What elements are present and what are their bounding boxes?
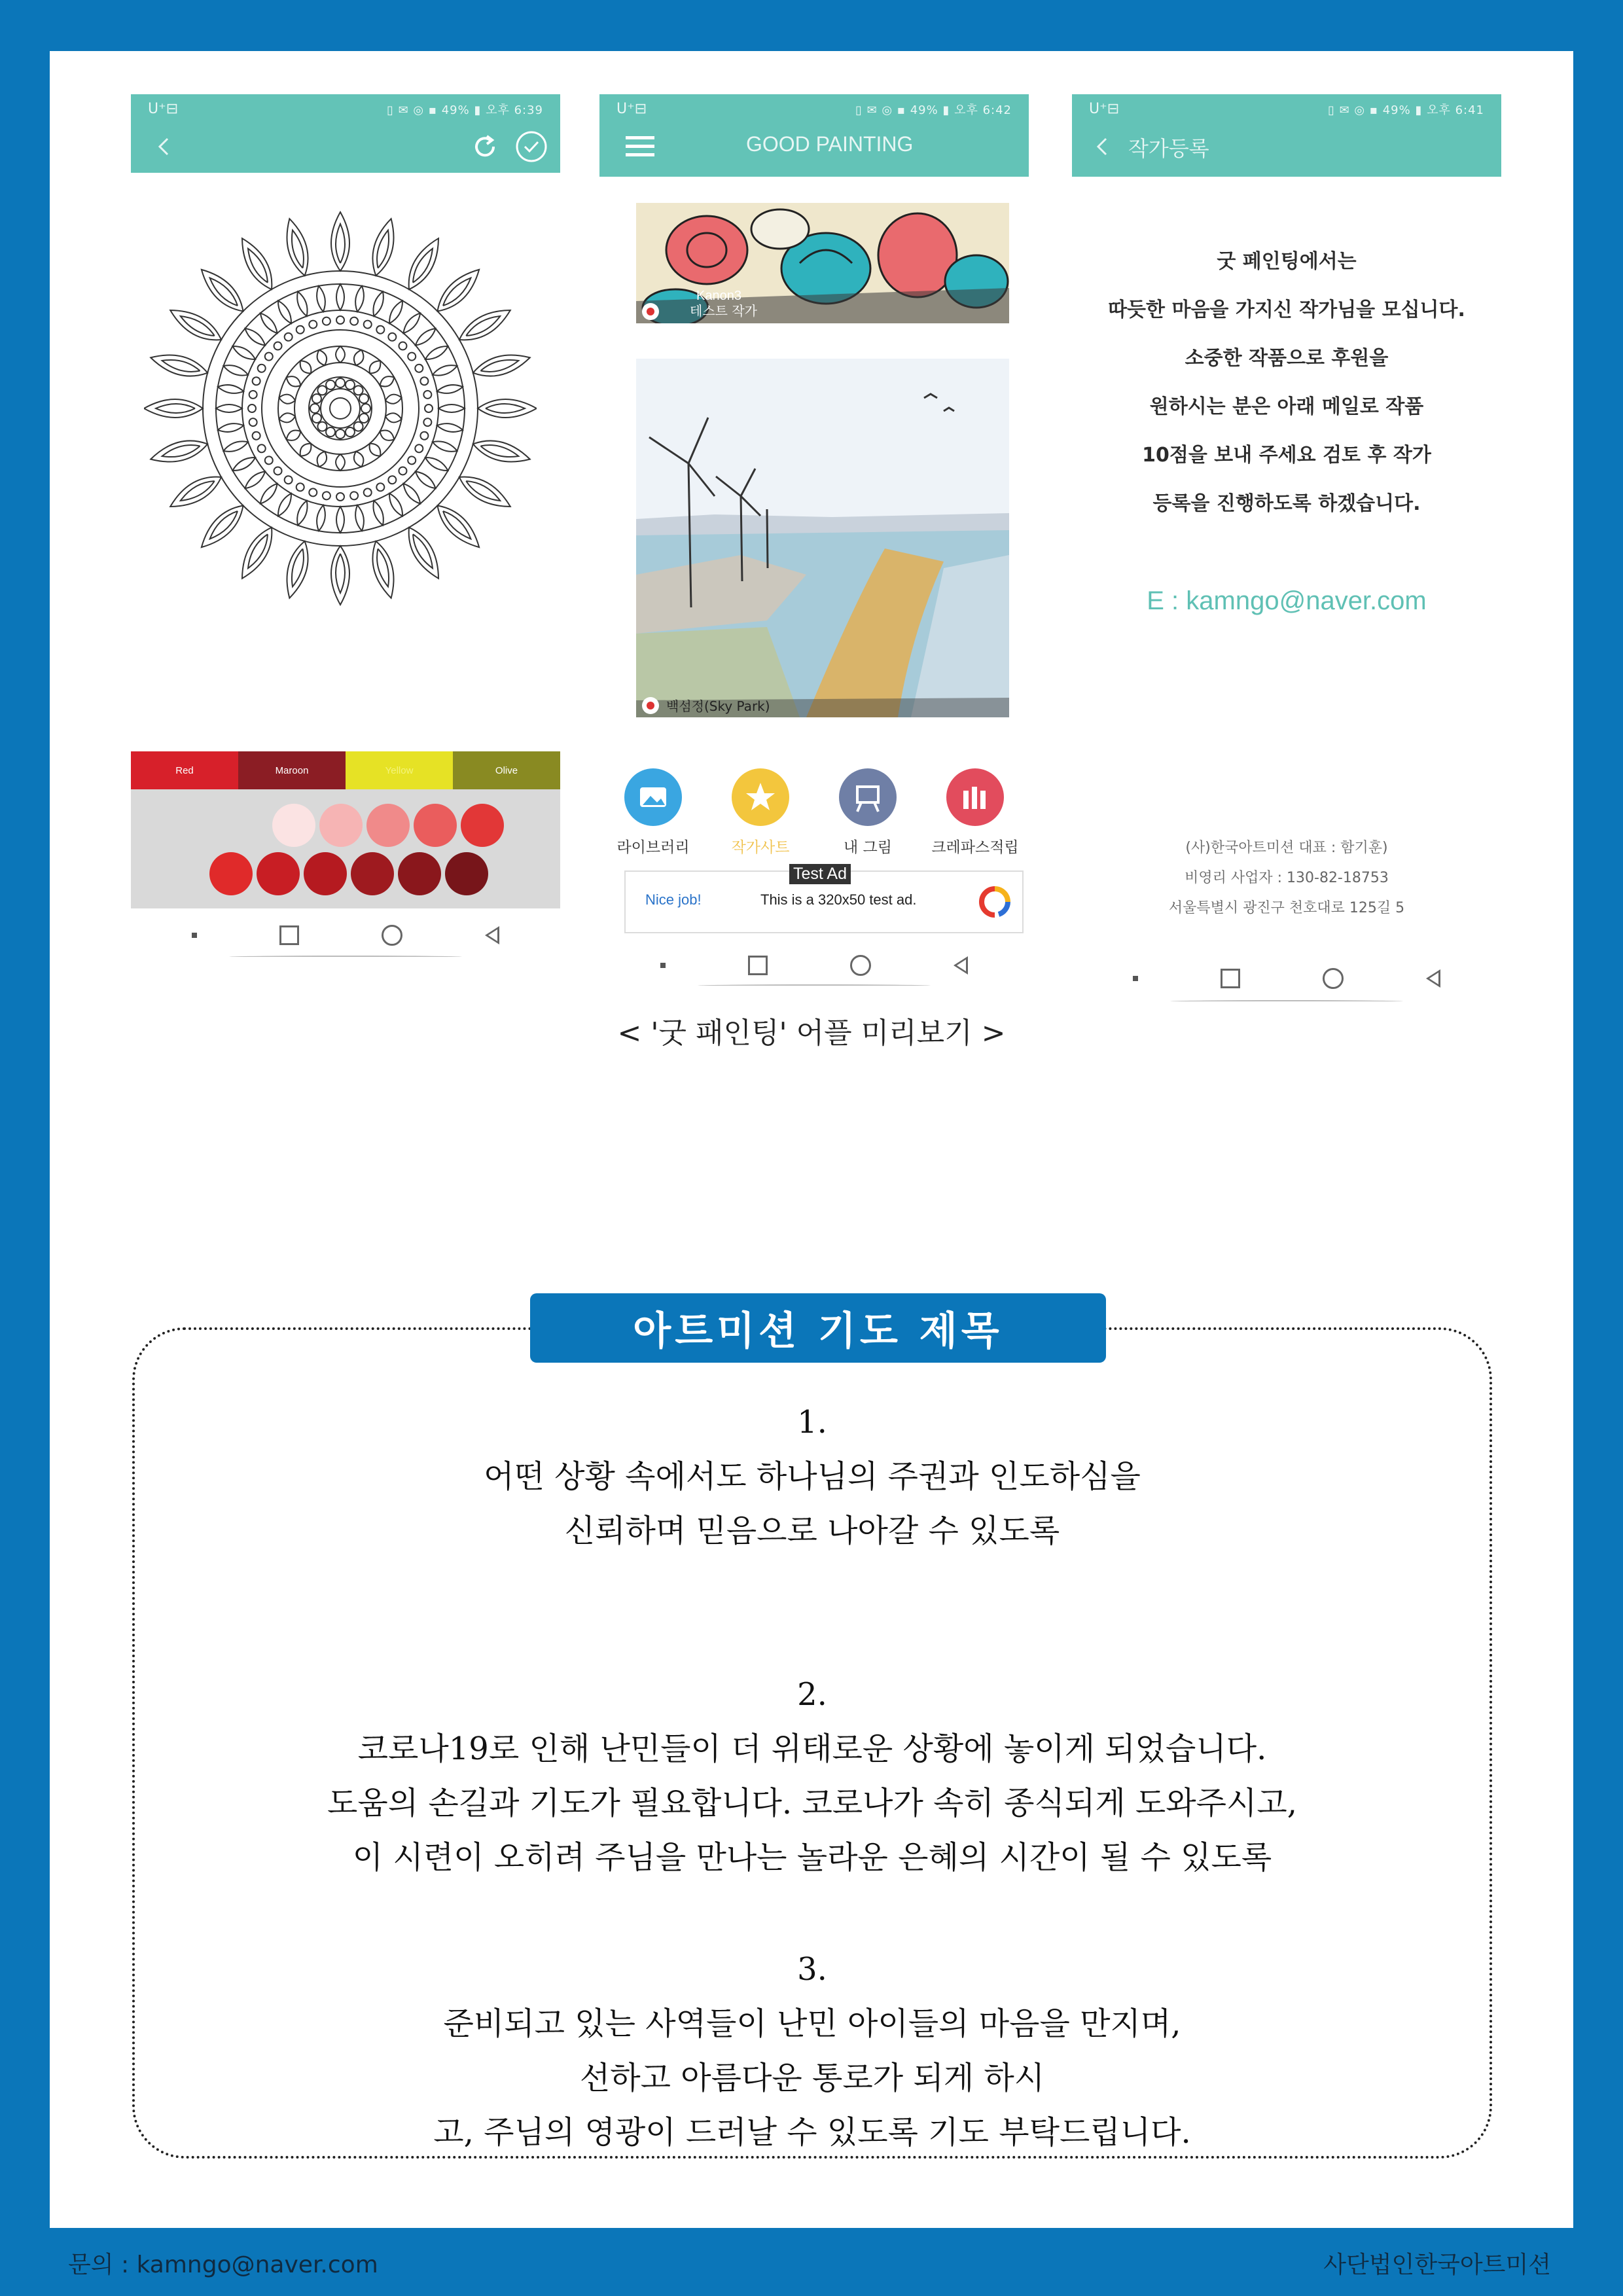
tab-easel[interactable] xyxy=(819,759,917,864)
color-swatch[interactable] xyxy=(257,852,300,895)
app-bar xyxy=(1072,94,1501,177)
status-indicators: ▯ ✉ ◎ ▪ 49% ▮ 오후 6:42 xyxy=(855,103,1012,117)
ad-choices-logo-icon xyxy=(979,886,1010,918)
prayer-number: 2. xyxy=(797,1676,827,1713)
message-line: 10점을 보내 주세요 검토 후 작가 xyxy=(1142,444,1431,467)
back-button[interactable] xyxy=(954,956,968,975)
image-icon xyxy=(624,768,682,826)
recent-apps-button[interactable] xyxy=(748,956,768,975)
app-bar xyxy=(599,94,1029,177)
home-button[interactable] xyxy=(850,955,871,976)
artwork-thumbnail[interactable] xyxy=(636,203,1009,323)
home-button[interactable] xyxy=(382,925,402,946)
bottom-tab-bar xyxy=(599,759,1029,864)
seashell-artwork xyxy=(636,203,1009,323)
message-line: 따듯한 마음을 가지신 작가님을 모십니다. xyxy=(1108,298,1465,321)
android-navbar xyxy=(131,912,560,958)
tab-star[interactable] xyxy=(711,759,810,864)
palette-tab[interactable]: Maroon xyxy=(238,751,346,789)
message-line: 굿 페인팅에서는 xyxy=(1217,250,1357,273)
app-title: GOOD PAINTING xyxy=(746,132,914,156)
nav-dot xyxy=(1133,976,1138,981)
back-button[interactable] xyxy=(485,926,499,944)
nav-divider xyxy=(229,956,462,958)
footer-organization: 사단법인한국아트미션 xyxy=(1323,2251,1551,2278)
message-line: 등록을 진행하도록 하겠습니다. xyxy=(1152,492,1421,515)
status-indicators: ▯ ✉ ◎ ▪ 49% ▮ 오후 6:39 xyxy=(386,103,543,117)
palette-tabs xyxy=(131,751,560,789)
color-swatch[interactable] xyxy=(209,852,253,895)
tab-label: 내 그림 xyxy=(844,839,892,856)
easel-icon xyxy=(839,768,897,826)
test-ad-badge: Test Ad xyxy=(789,864,851,884)
message-line: 소중한 작품으로 후원을 xyxy=(1185,347,1389,370)
crayon-icon xyxy=(946,768,1004,826)
color-swatch[interactable] xyxy=(366,804,410,847)
prayer-line: 도움의 손길과 기도가 필요합니다. 코로나가 속히 종식되게 도와주시고, xyxy=(327,1785,1297,1821)
recent-apps-button[interactable] xyxy=(279,925,299,945)
undo-icon[interactable] xyxy=(467,128,504,165)
tab-label: 크레파스적립 xyxy=(931,839,1019,856)
org-info-line: (사)한국아트미션 대표 : 함기훈) xyxy=(1185,840,1388,856)
back-button[interactable] xyxy=(1426,969,1440,988)
contact-email[interactable]: E : kamngo@naver.com xyxy=(1147,586,1427,615)
artwork-thumbnail[interactable] xyxy=(636,359,1009,717)
palette-tab[interactable]: Olive xyxy=(453,751,560,789)
windmill-artwork xyxy=(636,359,1009,717)
home-button[interactable] xyxy=(1323,968,1344,989)
ad-headline: Nice job! xyxy=(645,891,702,908)
color-swatch[interactable] xyxy=(319,804,363,847)
status-carrier: U⁺⊟ xyxy=(616,101,647,117)
artwork-title: 백섬정(Sky Park) xyxy=(666,698,770,714)
nav-divider xyxy=(698,984,931,987)
phone-artist-registration-screen xyxy=(1072,94,1501,1030)
prayer-line: 어떤 상황 속에서도 하나님의 주권과 인도하심을 xyxy=(484,1458,1141,1495)
color-swatches xyxy=(131,789,560,908)
android-navbar xyxy=(599,942,1029,988)
message-line: 원하시는 분은 아래 메일로 작품 xyxy=(1149,395,1424,418)
hamburger-menu-icon[interactable] xyxy=(626,135,654,158)
prayer-title: 아트미션 기도 제목 xyxy=(530,1293,1106,1363)
color-swatch[interactable] xyxy=(351,852,394,895)
tab-image[interactable] xyxy=(604,759,702,864)
prayer-line: 선하고 아름다운 통로가 되게 하시 xyxy=(579,2060,1045,2096)
artwork-artist: 테스트 작가 xyxy=(690,303,757,319)
artwork-title: Kanon3 xyxy=(696,289,741,303)
nav-dot xyxy=(660,963,666,968)
nav-divider xyxy=(1170,1000,1403,1003)
color-swatch[interactable] xyxy=(445,852,488,895)
chevron-left-icon[interactable] xyxy=(1093,135,1113,158)
color-swatch[interactable] xyxy=(414,804,457,847)
color-swatch[interactable] xyxy=(272,804,315,847)
prayer-line: 준비되고 있는 사역들이 난민 아이들의 마음을 만지며, xyxy=(443,2005,1181,2042)
page-card xyxy=(50,51,1573,2228)
app-bar xyxy=(131,94,560,173)
status-carrier: U⁺⊟ xyxy=(148,101,179,117)
status-carrier: U⁺⊟ xyxy=(1089,101,1120,117)
org-info-line: 비영리 사업자 : 130-82-18753 xyxy=(1185,870,1389,886)
screenshot-caption: < '굿 패인팅' 어플 미리보기 > xyxy=(617,1016,1006,1050)
phone-gallery-screen xyxy=(599,94,1029,1024)
prayer-line: 이 시련이 오히려 주님을 만나는 놀라운 은혜의 시간이 될 수 있도록 xyxy=(352,1839,1272,1876)
palette-tab[interactable]: Red xyxy=(131,751,238,789)
palette-tab[interactable]: Yellow xyxy=(346,751,453,789)
phone-coloring-screen xyxy=(131,94,560,997)
ad-text: This is a 320x50 test ad. xyxy=(760,891,917,908)
star-icon xyxy=(732,768,789,826)
color-swatch[interactable] xyxy=(304,852,347,895)
prayer-line: 신뢰하며 믿음으로 나아갈 수 있도록 xyxy=(564,1513,1060,1549)
prayer-line: 고, 주님의 영광이 드러날 수 있도록 기도 부탁드립니다. xyxy=(433,2114,1191,2151)
tab-label: 라이브러리 xyxy=(616,839,690,856)
tab-crayon[interactable] xyxy=(926,759,1024,864)
prayer-number: 1. xyxy=(797,1404,827,1441)
mandala-coloring-canvas[interactable] xyxy=(144,192,537,624)
prayer-line: 코로나19로 인해 난민들이 더 위태로운 상황에 놓이게 되었습니다. xyxy=(357,1731,1267,1767)
screen-title: 작가등록 xyxy=(1128,137,1209,160)
android-navbar xyxy=(1072,956,1501,1001)
nav-dot xyxy=(192,933,197,938)
footer-contact: 문의 : kamngo@naver.com xyxy=(68,2251,378,2278)
chevron-left-icon[interactable] xyxy=(145,128,182,165)
color-swatch[interactable] xyxy=(398,852,441,895)
status-indicators: ▯ ✉ ◎ ▪ 49% ▮ 오후 6:41 xyxy=(1327,103,1484,117)
tab-label: 작가사트 xyxy=(731,839,790,856)
color-swatch[interactable] xyxy=(461,804,504,847)
recent-apps-button[interactable] xyxy=(1221,969,1240,988)
prayer-number: 3. xyxy=(797,1951,827,1988)
check-circle-icon[interactable] xyxy=(513,128,550,165)
org-info-line: 서울특별시 광진구 천호대로 125길 5 xyxy=(1168,900,1405,916)
